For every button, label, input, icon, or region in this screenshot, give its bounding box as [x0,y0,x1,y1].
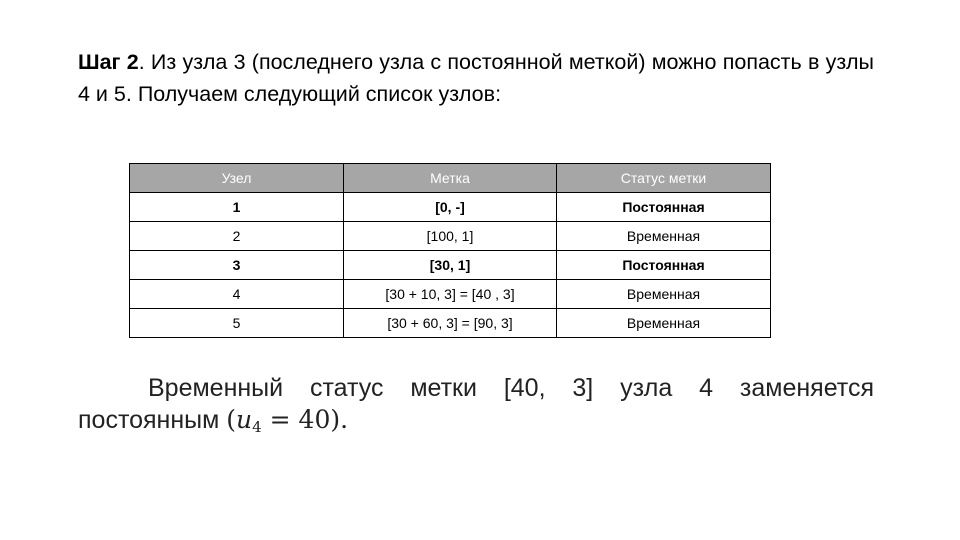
math-variable: u [236,405,253,434]
intro-paragraph [78,46,874,110]
cell-label: [0, -] [344,193,557,222]
cell-node: 5 [130,309,344,338]
conclusion-line-1 [78,372,874,404]
header-status: Статус метки [557,164,771,193]
table-row [130,222,771,251]
math-expression [226,405,348,434]
table-row [130,309,771,338]
cell-label: [30, 1] [344,251,557,280]
cell-label: [30 + 10, 3] = [40 , 3] [344,280,557,309]
conclusion-word: узла [620,374,673,402]
table-row [130,280,771,309]
conclusion-line-2 [78,404,874,436]
conclusion-word: 4 [699,374,714,402]
node-label-table [129,163,771,338]
cell-node: 2 [130,222,344,251]
conclusion-word: метки [410,374,477,402]
math-open-paren: ( [226,405,237,434]
cell-status: Временная [557,280,771,309]
header-node: Узел [130,164,344,193]
conclusion-word: постоянным [78,406,220,434]
cell-label: [100, 1] [344,222,557,251]
cell-status: Постоянная [557,193,771,222]
math-equals-value: = 40 [261,405,331,434]
conclusion-word: Временный [148,374,284,402]
conclusion-word: заменяется [739,374,874,402]
cell-node: 1 [130,193,344,222]
cell-label: [30 + 60, 3] = [90, 3] [344,309,557,338]
intro-text: . Из узла 3 (последнего узла с постоянной меткой) можно попасть в узлы 4 и 5. Получаем следующий список узлов: [78,50,874,106]
cell-status: Постоянная [557,251,771,280]
step-label: Шаг 2 [78,50,139,74]
conclusion-word: статус [309,374,384,402]
conclusion-paragraph [78,372,874,436]
math-close-paren: ). [330,405,349,434]
math-subscript: 4 [252,418,262,436]
table-row [130,251,771,280]
cell-status: Временная [557,222,771,251]
conclusion-word: 3] [572,374,594,402]
cell-node: 4 [130,280,344,309]
table-row [130,193,771,222]
header-label: Метка [344,164,557,193]
cell-node: 3 [130,251,344,280]
cell-status: Временная [557,309,771,338]
table-header-row [130,164,771,193]
conclusion-word: [40, [503,374,546,402]
